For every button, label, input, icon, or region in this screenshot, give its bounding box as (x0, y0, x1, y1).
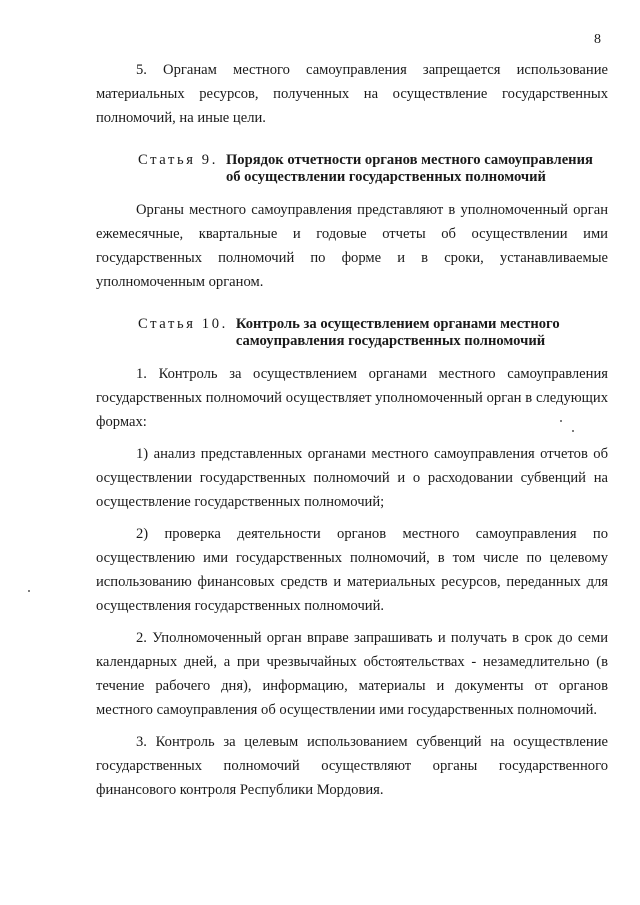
article-9-title: Порядок отчетности органов местного самоуправления об осуществлении государственных полномочий (225, 152, 593, 185)
article-10-paragraph-3: 3. Контроль за целевым использованием субвенций на осуществление государственных полномочий осуществляют органы государственного финансового контроля Республики Мордовия. (96, 734, 608, 798)
article-10-heading (96, 316, 608, 350)
article-10-label: Статья 10. (138, 316, 228, 332)
document-body (96, 58, 608, 802)
scan-speck (28, 590, 30, 592)
paragraph-intro: 5. Органам местного самоуправления запрещается использование материальных ресурсов, полученных на осуществление государственных полномочий, на иные цели. (96, 62, 608, 126)
article-9-text: Органы местного самоуправления представляют в уполномоченный орган ежемесячные, квартальные и годовые отчеты об осуществлении ими государственных полномочий по форме и в сроки, устанавливаемые уполномоченным органом. (96, 202, 608, 290)
scan-speck (572, 430, 574, 432)
article-9-label: Статья 9. (138, 152, 218, 168)
page-number: 8 (594, 32, 601, 47)
article-10-paragraph-1: 1. Контроль за осуществлением органами местного самоуправления государственных полномочий осуществляет уполномоченный орган в следующих формах: (96, 366, 608, 430)
article-10-item-2: 2) проверка деятельности органов местного самоуправления по осуществлению ими государственных полномочий, в том числе по целевому использованию финансовых средств и материальных ресурсов, переданных для осуществления государственных полномочий. (96, 526, 608, 614)
article-9-heading (96, 152, 608, 186)
article-10-item-1: 1) анализ представленных органами местного самоуправления отчетов об осуществлении государственных полномочий и о расходовании субвенций на осуществление государственных полномочий; (96, 446, 608, 510)
scan-speck (560, 420, 562, 422)
article-10-paragraph-2: 2. Уполномоченный орган вправе запрашивать и получать в срок до семи календарных дней, а при чрезвычайных обстоятельствах - незамедлительно (в течение рабочего дня), информацию, материалы и документы от органов местного самоуправления об осуществлении ими государственных полномочий. (96, 630, 608, 718)
article-10-title: Контроль за осуществлением органами местного самоуправления государственных полномочий (235, 316, 560, 349)
